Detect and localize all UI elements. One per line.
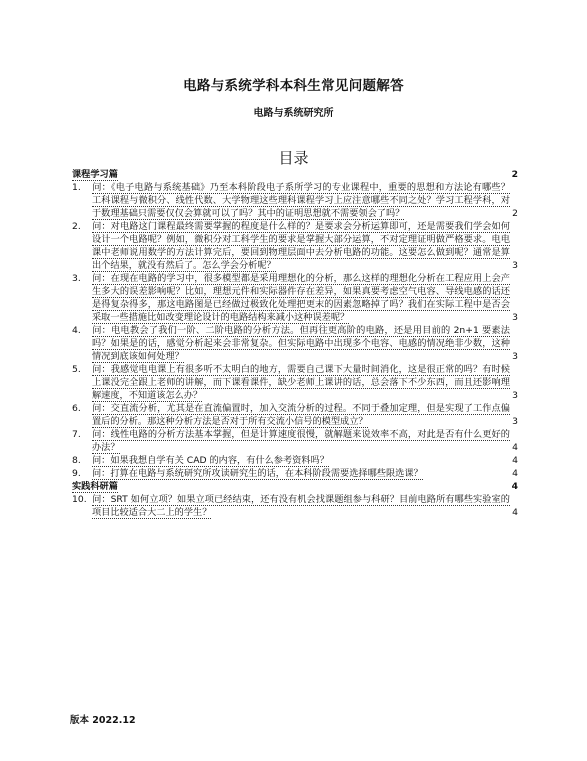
toc-entry-text: 问：打算在电路与系统研究所攻读研究生的话，在本科阶段需要选择哪些限选课？ (92, 468, 423, 479)
toc-item-number: 1. (72, 182, 81, 193)
toc-item-link[interactable] (72, 363, 518, 402)
toc-entry-text: 课程学习篇 (72, 169, 118, 180)
toc-item-number: 4. (72, 325, 81, 336)
toc-page-number: 4 (511, 481, 518, 492)
toc-entry-text: 问：我感觉电电课上有很多听不太明白的地方，需要自己课下大量时间消化，这是很正常的吗？有时候上课没完全跟上老师的讲解，而下课看课件，缺少老师上课讲的话，总会落下不少东西，而且还影响理解速度，不知道该怎么办？ (92, 364, 510, 401)
toc-item-number: 9. (72, 468, 81, 479)
toc-item-link[interactable] (72, 324, 518, 363)
toc-item-number: 8. (72, 455, 81, 466)
toc-page-number: 2 (512, 208, 518, 219)
toc-item-link[interactable] (72, 220, 518, 272)
toc-item-number: 5. (72, 364, 81, 375)
toc-page-number: 3 (512, 312, 518, 323)
toc-entry-text: 问：SRT 如何立项？如果立项已经结束，还有没有机会找课题组参与科研？目前电路所有哪些实验室的项目比较适合大二上的学生？ (92, 494, 510, 518)
toc-page-number: 3 (512, 260, 518, 271)
toc-page-number: 2 (511, 169, 518, 180)
toc-item-link[interactable] (72, 493, 518, 519)
toc-page-number: 4 (512, 507, 518, 518)
toc-item-number: 6. (72, 403, 81, 414)
version-footer: 版本 2022.12 (70, 715, 136, 726)
table-of-contents (72, 168, 518, 519)
toc-item-link[interactable] (72, 181, 518, 220)
toc-heading: 目录 (278, 149, 309, 167)
toc-item-link[interactable] (72, 467, 518, 480)
toc-item-number: 7. (72, 429, 81, 440)
toc-page-number: 3 (512, 390, 518, 401)
toc-page-number: 4 (512, 468, 518, 479)
toc-item-number: 2. (72, 221, 81, 232)
toc-entry-text: 实践科研篇 (72, 481, 118, 492)
toc-entry-text: 问：在现在电路的学习中，很多模型都是采用理想化的分析，那么这样的理想化分析在工程应用上会产生多大的误差影响呢？比如，理想元件和实际器件存在差异，如果真要考虑空气电容、导线电感的话还是得复杂得多，那这电路图是已经做过极致化处理把更末的因素忽略掉了吗？我们在实际工程中是否会采取一些措施比如改变理论设计的电路结构来减小这种误差呢？ (92, 273, 510, 323)
toc-entry-text: 问：如果我想自学有关 CAD 的内容，有什么参考资料吗？ (92, 455, 329, 466)
document-subtitle: 电路与系统研究所 (253, 108, 334, 119)
toc-section-link[interactable] (72, 480, 518, 493)
toc-entry-text: 问：交直流分析，尤其是在直流偏置时，加入交流分析的过程。不同于叠加定理，但是实现了工作点偏置后的分析。那这种分析方法是否对于所有交流小信号的模型成立？ (92, 403, 510, 427)
toc-entry-text: 问：《电子电路与系统基础》乃至本科阶段电子系所学习的专业课程中，重要的思想和方法论有哪些？工科课程与微积分、线性代数、大学物理这些理科课程学习上应注意哪些不同之处？学习工程学科，对于数理基础只需要仅仅会算就可以了吗？其中的证明思想就不需要领会了吗？ (92, 182, 510, 219)
toc-section-link[interactable] (72, 168, 518, 181)
toc-entry-text: 问：线性电路的分析方法基本掌握，但是计算速度很慢，就解题来说效率不高，对此是否有什么更好的办法？ (92, 429, 510, 453)
toc-entry-text: 问：电电教会了我们一阶、二阶电路的分析方法。但再往更高阶的电路，还是用目前的 2n+1 要素法吗？如果是的话，感觉分析起来会非常复杂。但实际电路中出现多个电容、电感的情况绝非少数，这种情况到底该如何处理？ (92, 325, 510, 362)
toc-item-link[interactable] (72, 272, 518, 324)
toc-page-number: 4 (512, 455, 518, 466)
toc-item-link[interactable] (72, 454, 518, 467)
toc-page-number: 4 (512, 442, 518, 453)
toc-entry-text: 问：对电路这门课程最终需要掌握的程度是什么样的？是要求会分析运算即可，还是需要我们学会如何设计一个电路呢？例如，微积分对工科学生的要求是掌握大部分运算，不对定理证明做严格要求。电电课中老师说用数学的方法计算完后，要回到物理层面中去分析电路的功能。这要怎么做到呢？通常是算出个结果，就没有然后了。怎么学会分析呢？ (92, 221, 510, 271)
document-title: 电路与系统学科本科生常见问题解答 (183, 78, 404, 94)
toc-item-number: 3. (72, 273, 81, 284)
toc-item-number: 10. (72, 494, 87, 505)
toc-item-link[interactable] (72, 402, 518, 428)
toc-page-number: 3 (512, 416, 518, 427)
toc-item-link[interactable] (72, 428, 518, 454)
toc-page-number: 3 (512, 351, 518, 362)
